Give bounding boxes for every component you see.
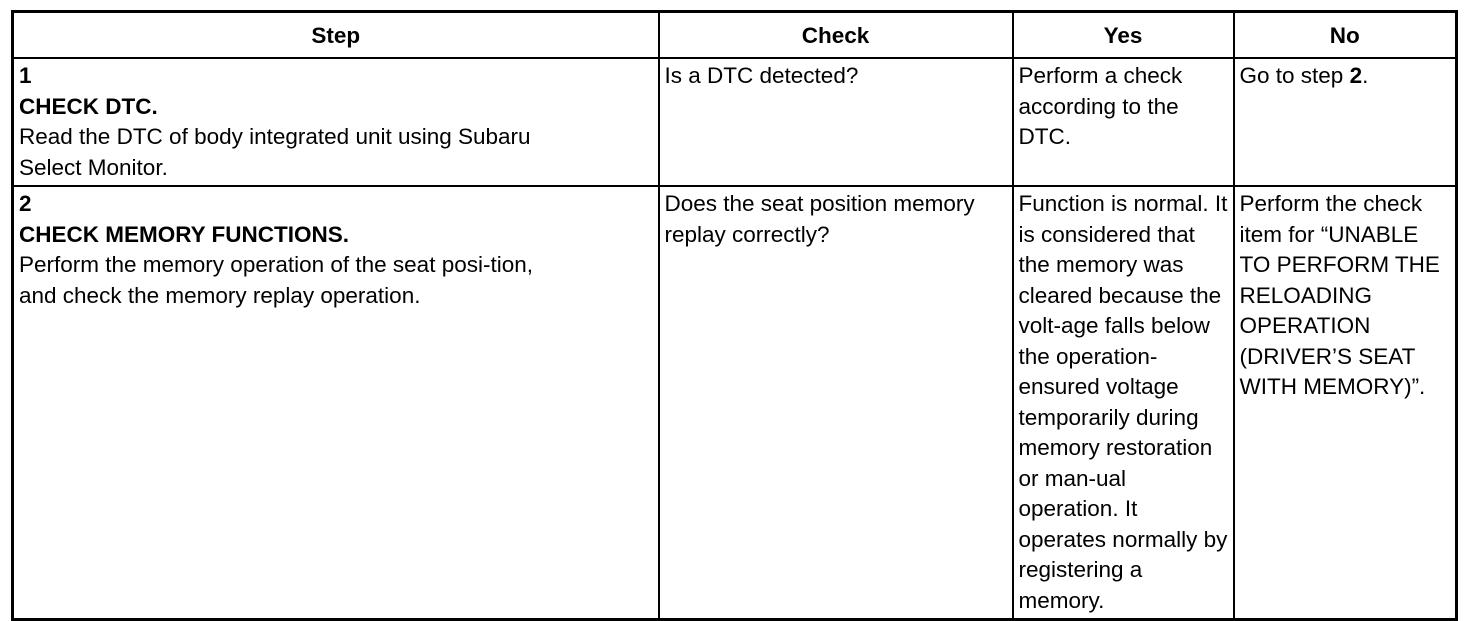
- step-description: Read the DTC of body integrated unit using Subaru Select Monitor.: [19, 124, 531, 180]
- no-step-link: 2: [1349, 63, 1363, 88]
- step-title: CHECK MEMORY FUNCTIONS.: [19, 221, 350, 247]
- header-check: Check: [659, 12, 1013, 59]
- step-cell: [13, 186, 659, 620]
- step-title: CHECK DTC.: [19, 93, 158, 119]
- step-number: 2: [19, 191, 32, 216]
- yes-cell: Function is normal. It is considered that the memory was cleared because the volt-age falls below the operation-ensured voltage temporarily during memory restoration or man-ual operation. It operates normally by registering a memory.: [1013, 186, 1234, 620]
- header-step: Step: [13, 12, 659, 59]
- no-suffix: .: [1362, 63, 1369, 88]
- no-cell: Perform the check item for “UNABLE TO PERFORM THE RELOADING OPERATION (DRIVER’S SEAT WITH MEMORY)”.: [1234, 186, 1457, 620]
- check-cell: Is a DTC detected?: [659, 58, 1013, 186]
- yes-cell: Perform a check according to the DTC.: [1013, 58, 1234, 186]
- header-row: [13, 12, 1457, 59]
- table-row: [13, 186, 1457, 620]
- step-body: [19, 220, 537, 312]
- no-text: Go to step: [1239, 63, 1350, 88]
- step-cell: [13, 58, 659, 186]
- step-body: [19, 92, 537, 184]
- check-cell: Does the seat position memory replay correctly?: [659, 186, 1013, 620]
- table-row: [13, 58, 1457, 186]
- step-description: Perform the memory operation of the seat posi-tion, and check the memory replay operation.: [19, 252, 533, 308]
- header-no: No: [1234, 12, 1457, 59]
- step-number: 1: [19, 63, 32, 88]
- header-yes: Yes: [1013, 12, 1234, 59]
- no-cell: [1234, 58, 1457, 186]
- diagnostic-table: [11, 10, 1458, 621]
